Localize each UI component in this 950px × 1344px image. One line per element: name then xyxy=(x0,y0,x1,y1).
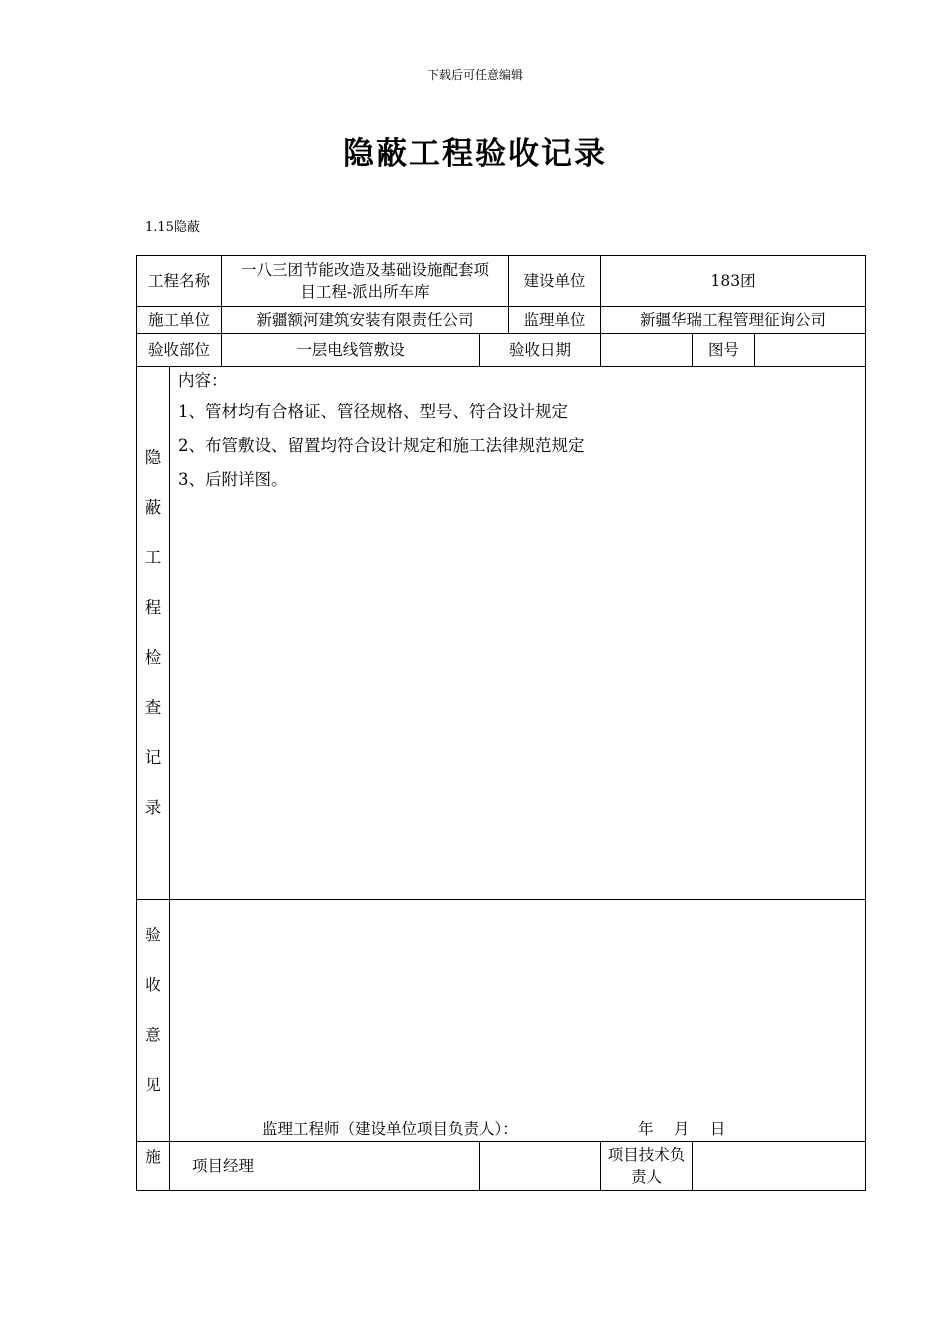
acceptance-info-row xyxy=(137,334,866,367)
side-char: 录 xyxy=(144,798,162,817)
supervisor-value: 新疆华瑞工程管理征询公司 xyxy=(601,307,866,334)
opinion-row xyxy=(137,900,866,1142)
opinion-content xyxy=(170,900,866,1142)
section-number: 1.15隐蔽 xyxy=(145,220,200,235)
opinion-side-chars xyxy=(137,900,169,1110)
project-name-label: 工程名称 xyxy=(137,256,222,307)
inspection-side-label xyxy=(137,367,170,900)
acceptance-form-table xyxy=(136,255,866,1191)
manager-label-cell xyxy=(170,1142,480,1191)
project-name-line1: 一八三团节能改造及基础设施配套项 xyxy=(241,261,490,279)
opinion-side-label xyxy=(137,900,170,1142)
side-char: 蔽 xyxy=(144,498,162,517)
manager-value xyxy=(480,1142,601,1191)
builder-label: 建设单位 xyxy=(509,256,601,307)
sign-date: 年 月 日 xyxy=(638,1120,726,1138)
document-title: 隐蔽工程验收记录 xyxy=(343,136,607,172)
side-char: 见 xyxy=(145,1076,161,1094)
side-char: 查 xyxy=(144,698,162,717)
content-line: 3、后附详图。 xyxy=(178,470,288,489)
part-value: 一层电线管敷设 xyxy=(222,334,480,367)
signer-label: 监理工程师（建设单位项目负责人）： xyxy=(262,1120,518,1138)
side-char: 验 xyxy=(145,926,161,944)
tech-value xyxy=(693,1142,866,1191)
side-char: 意 xyxy=(145,1026,161,1044)
date-label: 验收日期 xyxy=(480,334,601,367)
side-char: 隐 xyxy=(144,448,162,467)
contractor-row xyxy=(137,307,866,334)
header-note: 下载后可任意编辑 xyxy=(426,68,523,82)
project-name-value xyxy=(222,256,509,307)
part-label: 验收部位 xyxy=(137,334,222,367)
side-char: 记 xyxy=(144,748,162,767)
side-char: 收 xyxy=(145,976,161,994)
side-char: 检 xyxy=(144,648,162,667)
contractor-label: 施工单位 xyxy=(137,307,222,334)
content-line: 2、布管敷设、留置均符合设计规定和施工法律规范规定 xyxy=(178,436,585,455)
inspection-content xyxy=(170,367,866,900)
side-char: 工 xyxy=(144,548,162,567)
manager-label: 项目经理 xyxy=(192,1157,255,1175)
tech-label: 项目技术负责人 xyxy=(601,1142,693,1191)
drawing-value xyxy=(755,334,866,367)
drawing-label: 图号 xyxy=(693,334,755,367)
footer-row xyxy=(137,1142,866,1191)
contractor-value: 新疆额河建筑安装有限责任公司 xyxy=(222,307,509,334)
date-value xyxy=(601,334,693,367)
inspection-row xyxy=(137,367,866,900)
footer-side-label: 施 xyxy=(137,1142,170,1191)
builder-value: 183团 xyxy=(601,256,866,307)
inspection-side-chars xyxy=(137,433,169,833)
content-heading: 内容： xyxy=(178,371,228,390)
project-name-line2: 目工程-派出所车库 xyxy=(300,283,430,301)
signature-line xyxy=(262,1118,726,1140)
supervisor-label: 监理单位 xyxy=(509,307,601,334)
project-row xyxy=(137,256,866,307)
content-line: 1、管材均有合格证、管径规格、型号、符合设计规定 xyxy=(178,402,568,421)
side-char: 程 xyxy=(144,598,162,617)
